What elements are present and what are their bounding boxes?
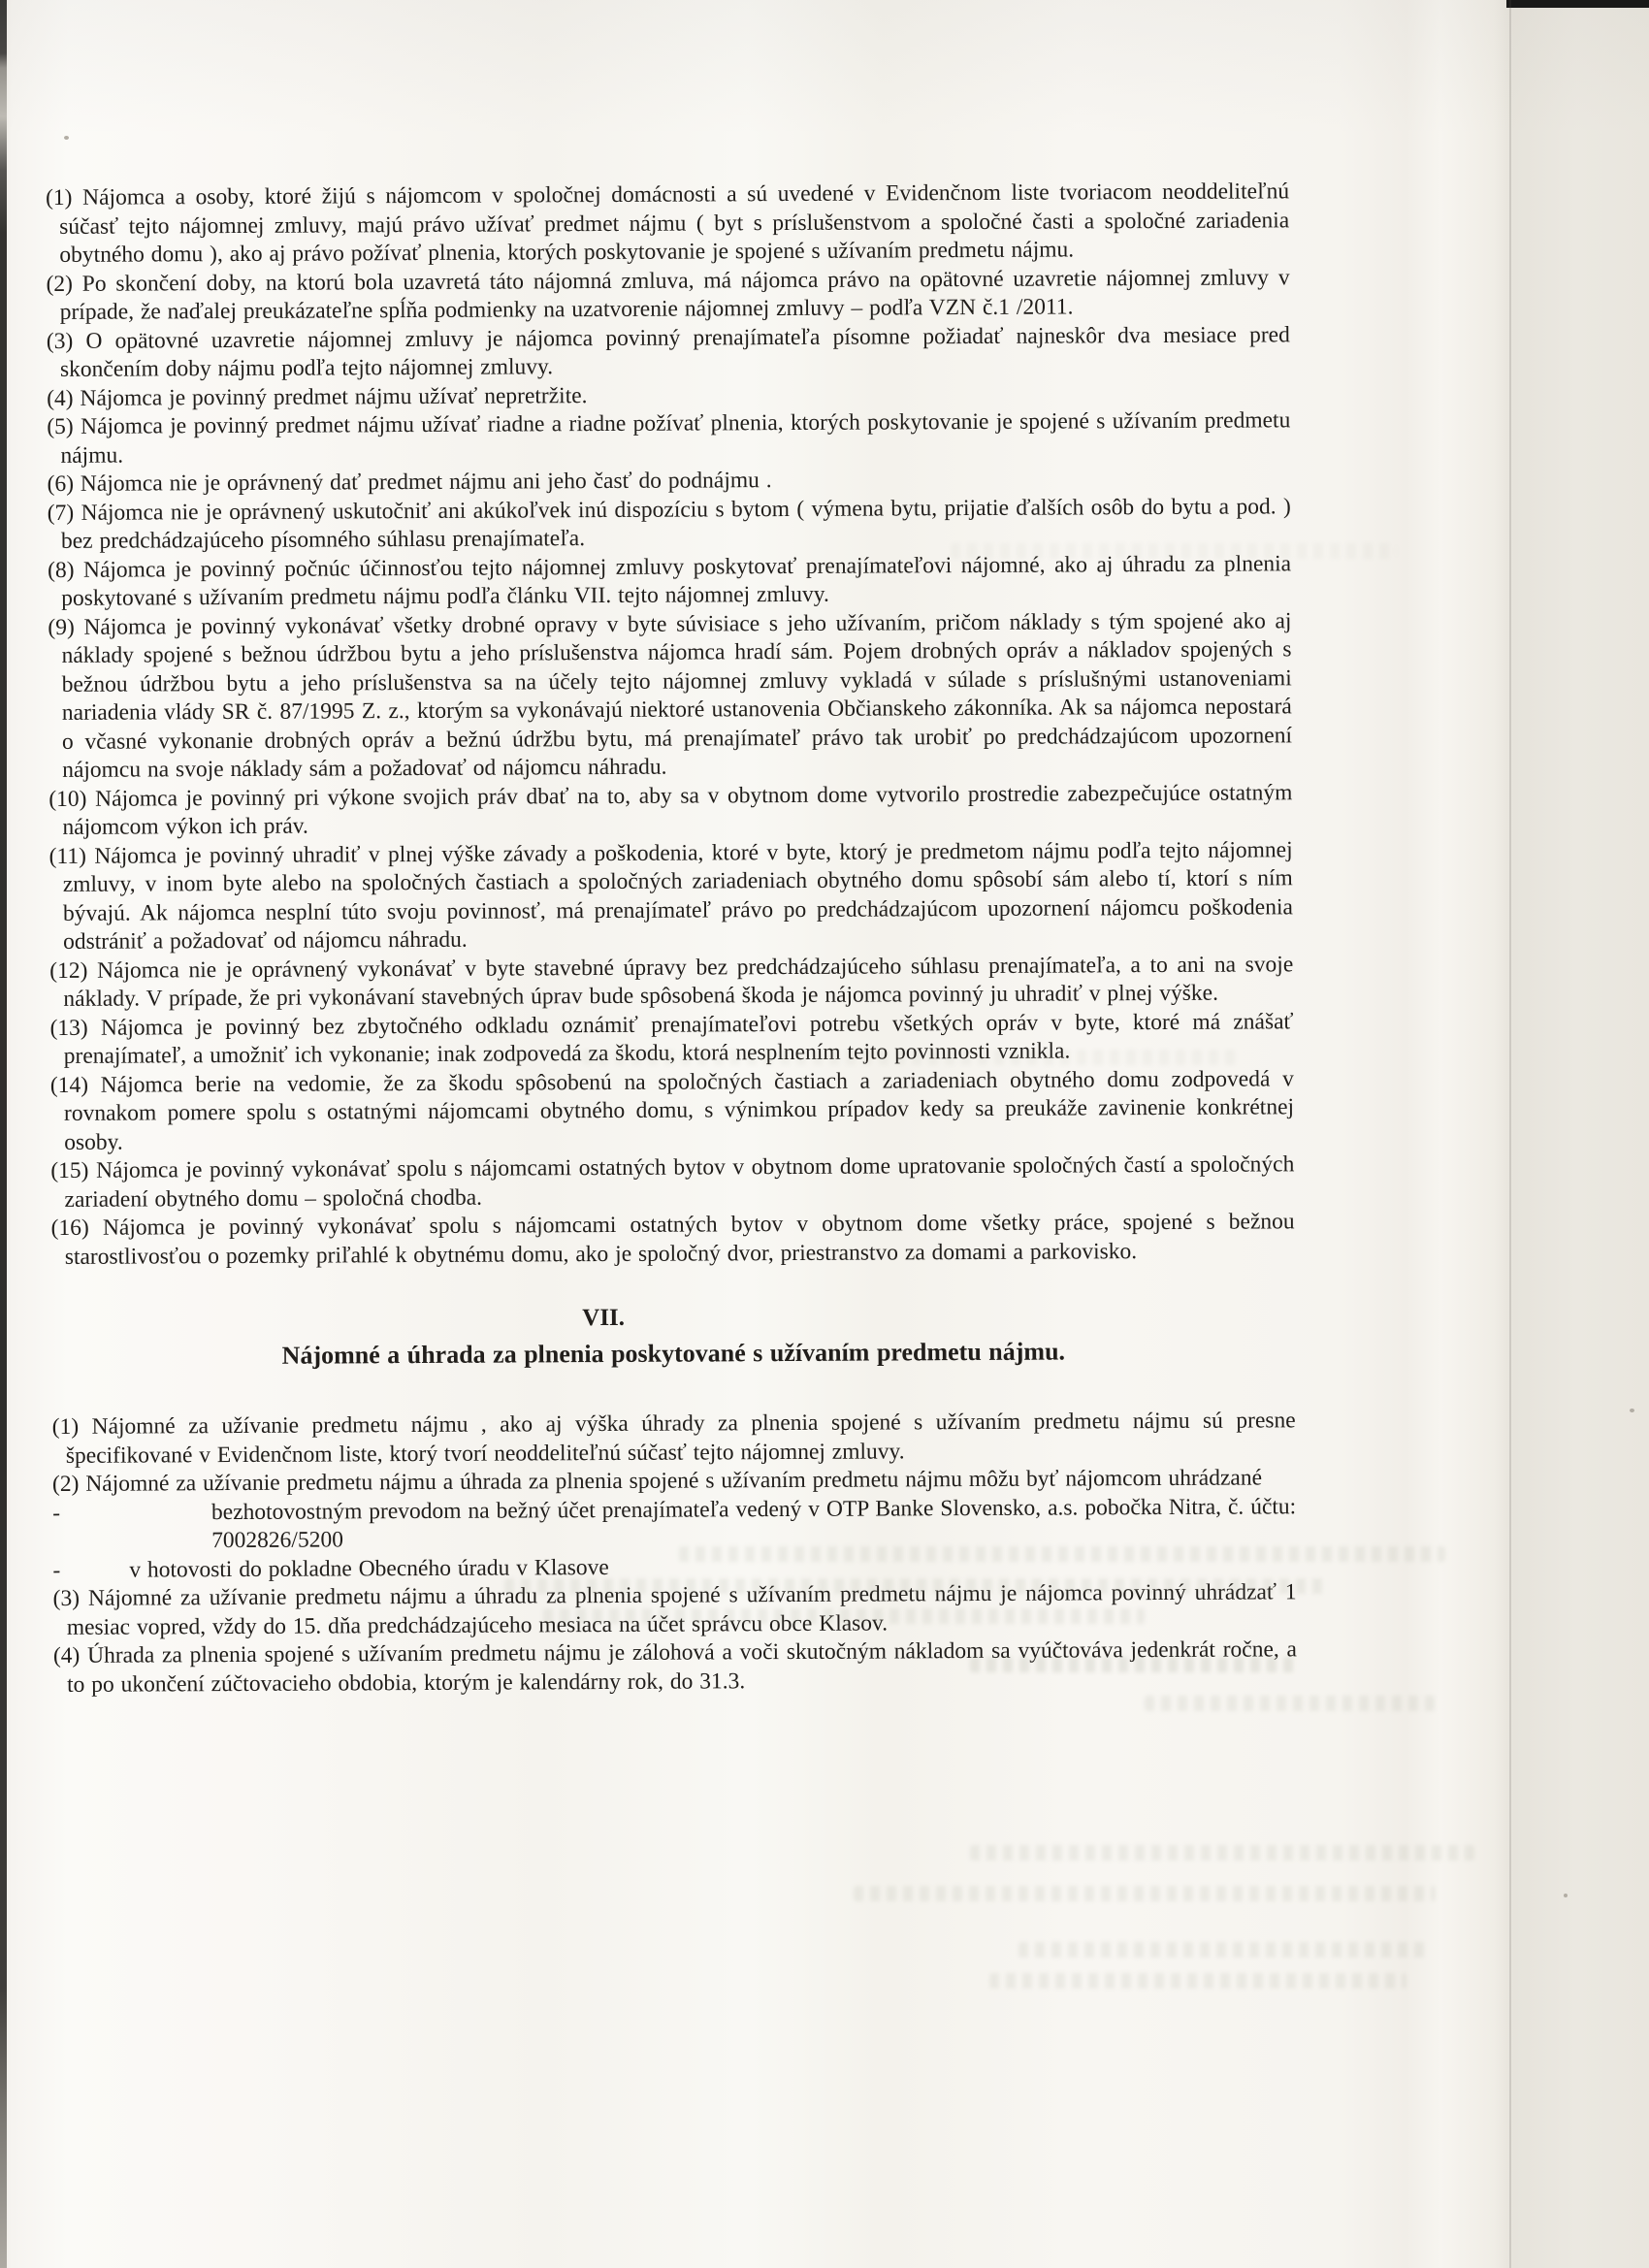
bleed-through-artifact [854, 1886, 1436, 1901]
payment-method-text: bezhotovostným prevodom na bežný účet prenajímateľa vedený v OTP Banke Slovensko, a.s. pobočka Nitra, č. účtu: 7002826/5200 [210, 1493, 1297, 1554]
contract-paragraph-9 [48, 607, 1292, 786]
paragraph-number: (9) [48, 614, 75, 640]
page-edge-line [1509, 0, 1511, 2268]
paragraph-text: Nájomca a osoby, ktoré žijú s nájomcom v spoločnej domácnosti a sú uvedené v Evidenčnom liste tvoriacom neoddeliteľnú súčasť tejto nájomnej zmluvy, majú právo užívať predmet nájmu ( byt s príslušenstvom a spoločné časti a spoločné zariadenia obytného domu ), ako aj právo požívať plnenia, ktorých poskytovanie je spojené s užívaním predmetu nájmu. [59, 178, 1290, 268]
paragraph-number: (11) [48, 843, 86, 869]
paragraph-text: O opätovné uzavretie nájomnej zmluvy je nájomca povinný prenajímateľa písomne požiadať najneskôr dva mesiace pred skončením doby nájmu podľa tejto nájomnej zmluvy. [59, 321, 1290, 382]
paragraph-number: (6) [47, 470, 75, 497]
paragraph-text: Nájomca je povinný pri výkone svojich práv dbať na to, aby sa v obytnom dome vytvorilo prostredie zabezpečujúce ostatným nájomcom výkon ich práv. [62, 779, 1293, 840]
scan-top-right-edge-artifact [1506, 0, 1649, 8]
contract-paragraph-12 [49, 951, 1293, 1015]
paragraph-number: (12) [49, 957, 88, 984]
bleed-through-artifact [970, 1657, 1300, 1672]
bleed-through-artifact [543, 1608, 1145, 1624]
paragraph-text: Nájomca je povinný vykonávať spolu s nájomcami ostatných bytov v obytnom dome všetky práce, spojené s bežnou starostlivosťou o pozemky priľahlé k obytnému domu, ako je spoločný dvor, priestranstvo za domami a parkovisko. [64, 1209, 1295, 1270]
paragraph-number: (7) [47, 500, 75, 526]
bleed-through-artifact [1145, 1696, 1436, 1711]
paragraph-number: (4) [52, 1642, 81, 1669]
paragraph-text: Nájomca je povinný uhradiť v plnej výške závady a poškodenia, ktoré v byte, ktorý je predmetom nájmu podľa tejto nájomnej zmluvy, v inom byte alebo na spoločných častiach a spoločných zariadeniach obytného domu spôsobí sám alebo tí, ktorí s ním bývajú. Ak nájomca nesplní túto svoju povinnosť, má prenajímateľ právo po predchádzajúcom upozornení nájomcu poškodenia odstrániť a požadovať od nájomcu náhradu. [62, 836, 1293, 955]
paragraph-text: Nájomca nie je oprávnený dať predmet nájmu ani jeho časť do podnájmu . [80, 468, 772, 497]
scan-speck [1630, 1409, 1634, 1412]
contract-paragraph-8 [48, 550, 1291, 614]
paragraph-number: (3) [46, 328, 74, 354]
dash-bullet: - [52, 1557, 61, 1583]
contract-paragraph-11 [49, 836, 1294, 957]
bleed-through-artifact [989, 1973, 1406, 1989]
paragraph-text: Nájomca nie je oprávnený vykonávať v byte stavebné úpravy bez predchádzajúceho súhlasu prenajímateľa, a to ani na svoje náklady. V prípade, že pri vykonávaní stavebných úprav bude spôsobená škoda je nájomca povinný ju uhradiť v plnej výške. [63, 951, 1294, 1012]
bleed-through-artifact [970, 1845, 1474, 1861]
section-vii-paragraph-1 [52, 1407, 1296, 1471]
section-title: Nájomné a úhrada za plnenia poskytované s užívaním predmetu nájmu. [281, 1337, 1066, 1370]
paragraph-text: Nájomné za užívanie predmetu nájmu , ako aj výška úhrady za plnenia spojené s užívaním predmetu nájmu sú presne špecifikované v Evidenčnom liste, ktorý tvorí neoddeliteľnú súčasť tejto nájomnej zmluvy. [65, 1408, 1296, 1469]
bleed-through-artifact [1018, 1942, 1426, 1958]
paragraph-number: (16) [50, 1215, 89, 1241]
paragraph-text: Nájomca nie je oprávnený uskutočniť ani akúkoľvek inú dispozíciu s bytom ( výmena bytu, prijatie ďalších osôb do bytu a pod. ) bez predchádzajúceho písomného súhlasu prenajímateľa. [60, 493, 1291, 554]
paragraph-number: (2) [51, 1471, 80, 1497]
paragraph-text: Nájomca je povinný počnúc účinnosťou tejto nájomnej zmluvy poskytovať prenajímateľovi nájomné, ako aj úhradu za plnenia poskytované s užívaním predmetu nájmu podľa článku VII. tejto nájomnej zmluvy. [61, 550, 1292, 611]
paragraph-number: (2) [46, 271, 74, 297]
paragraph-number: (10) [48, 786, 87, 812]
paragraph-number: (13) [49, 1015, 88, 1041]
page-text-block [46, 178, 1297, 1700]
paragraph-text: Úhrada za plnenia spojené s užívaním predmetu nájmu je zálohová a voči skutočným nákladom sa vyúčtováva jedenkrát ročne, a to po ukončení zúčtovacieho obdobia, ktorým je kalendárny rok, do 31.3. [67, 1636, 1297, 1698]
bleed-through-artifact [679, 1546, 1445, 1562]
bleed-through-artifact [504, 1578, 1329, 1594]
bleed-through-artifact [951, 543, 1397, 559]
paragraph-text: Po skončení doby, na ktorú bola uzavretá táto nájomná zmluva, má nájomca právo na opätovné uzavretie nájomnej zmluvy v prípade, že naďalej preukázateľne spĺňa podmienky na uzatvorenie nájomnej zmluvy – podľa VZN č.1 /2011. [59, 264, 1290, 325]
paragraph-text: Nájomca je povinný bez zbytočného odkladu oznámiť prenajímateľovi potrebu všetkých opráv v byte, ktoré má znášať prenajímateľ, a umožniť ich vykonanie; inak zodpovedá za škodu, ktorá nesplnením tejto povinnosti vznikla. [63, 1008, 1294, 1069]
payment-method-text: v hotovosti do pokladne Obecného úradu v Klasove [129, 1554, 609, 1583]
paragraph-number: (15) [50, 1157, 89, 1183]
paragraph-number: (1) [51, 1413, 80, 1440]
contract-paragraph-10 [48, 779, 1292, 843]
section-number: VII. [582, 1304, 626, 1332]
scan-left-edge-artifact [0, 0, 7, 2268]
contract-paragraph-5 [47, 406, 1290, 470]
contract-paragraph-1 [46, 178, 1289, 270]
paragraph-number: (1) [46, 184, 73, 211]
contract-paragraph-16 [51, 1208, 1295, 1272]
paragraph-number: (14) [49, 1072, 89, 1098]
paragraph-text: Nájomné za užívanie predmetu nájmu a úhradu za plnenia spojené s užívaním predmetu nájmu je nájomca povinný uhrádzať 1 mesiac vopred, vždy do 15. dňa predchádzajúceho mesiaca na účet správcu obce Klasov. [66, 1579, 1297, 1640]
contract-paragraph-15 [50, 1150, 1294, 1215]
dash-bullet: - [52, 1500, 61, 1526]
contract-paragraph-2 [46, 264, 1289, 328]
paragraph-text: Nájomca je povinný vykonávať spolu s nájomcami ostatných bytov v obytnom dome upratovanie spoločných častí a spoločných zariadení obytného domu – spoločná chodba. [64, 1151, 1295, 1213]
paragraph-text: Nájomca je povinný predmet nájmu užívať nepretržite. [80, 382, 588, 411]
scan-speck [1564, 1894, 1568, 1897]
paragraph-text: Nájomca je povinný vykonávať všetky drobné opravy v byte súvisiace s jeho užívaním, pričom náklady s tým spojené ako aj náklady spojené s bežnou údržbou bytu a jeho príslušenstva nájomca hradí sám. Pojem drobných opráv a nákladov spojených s bežnou údržbou bytu a jeho príslušenstva sa na účely tejto nájomnej zmluvy vykladá v súlade s príslušnými ustanoveniami nariadenia vlády SR č. 87/1995 Z. z., ktorým sa vykonávajú niektoré ustanovenia Občianskeho zákonníka. Ak sa nájomca nepostará o včasné vykonanie drobných opráv a bežnú údržbu bytu, má prenajímateľ právo tak urobiť po predchádzajúcom upozornení nájomcu na svoje náklady sám a požadovať od nájomcu náhradu. [61, 607, 1293, 783]
scan-speck [64, 136, 69, 140]
contract-paragraph-14 [50, 1065, 1294, 1157]
paragraph-text: Nájomné za užívanie predmetu nájmu a úhrada za plnenia spojené s užívaním predmetu nájmu môžu byť nájomcom uhrádzané [85, 1465, 1263, 1497]
paragraph-number: (8) [48, 557, 75, 583]
paragraph-number: (3) [52, 1585, 81, 1611]
paragraph-text: Nájomca je povinný predmet nájmu užívať riadne a riadne požívať plnenia, ktorých poskytovanie je spojené s užívaním predmetu nájmu. [60, 407, 1291, 469]
paragraph-number: (4) [47, 385, 74, 411]
contract-paragraph-3 [47, 321, 1290, 385]
paragraph-number: (5) [47, 413, 74, 439]
bleed-through-artifact [582, 1050, 1242, 1065]
paragraph-text: Nájomca berie na vedomie, že za škodu spôsobenú na spoločných častiach a zariadeniach obytného domu zodpovedá v rovnakom pomere spolu s ostatnými nájomcami obytného domu, s výnimkou prípadov kedy sa preukáže zavinenie konkrétnej osoby. [63, 1065, 1295, 1155]
